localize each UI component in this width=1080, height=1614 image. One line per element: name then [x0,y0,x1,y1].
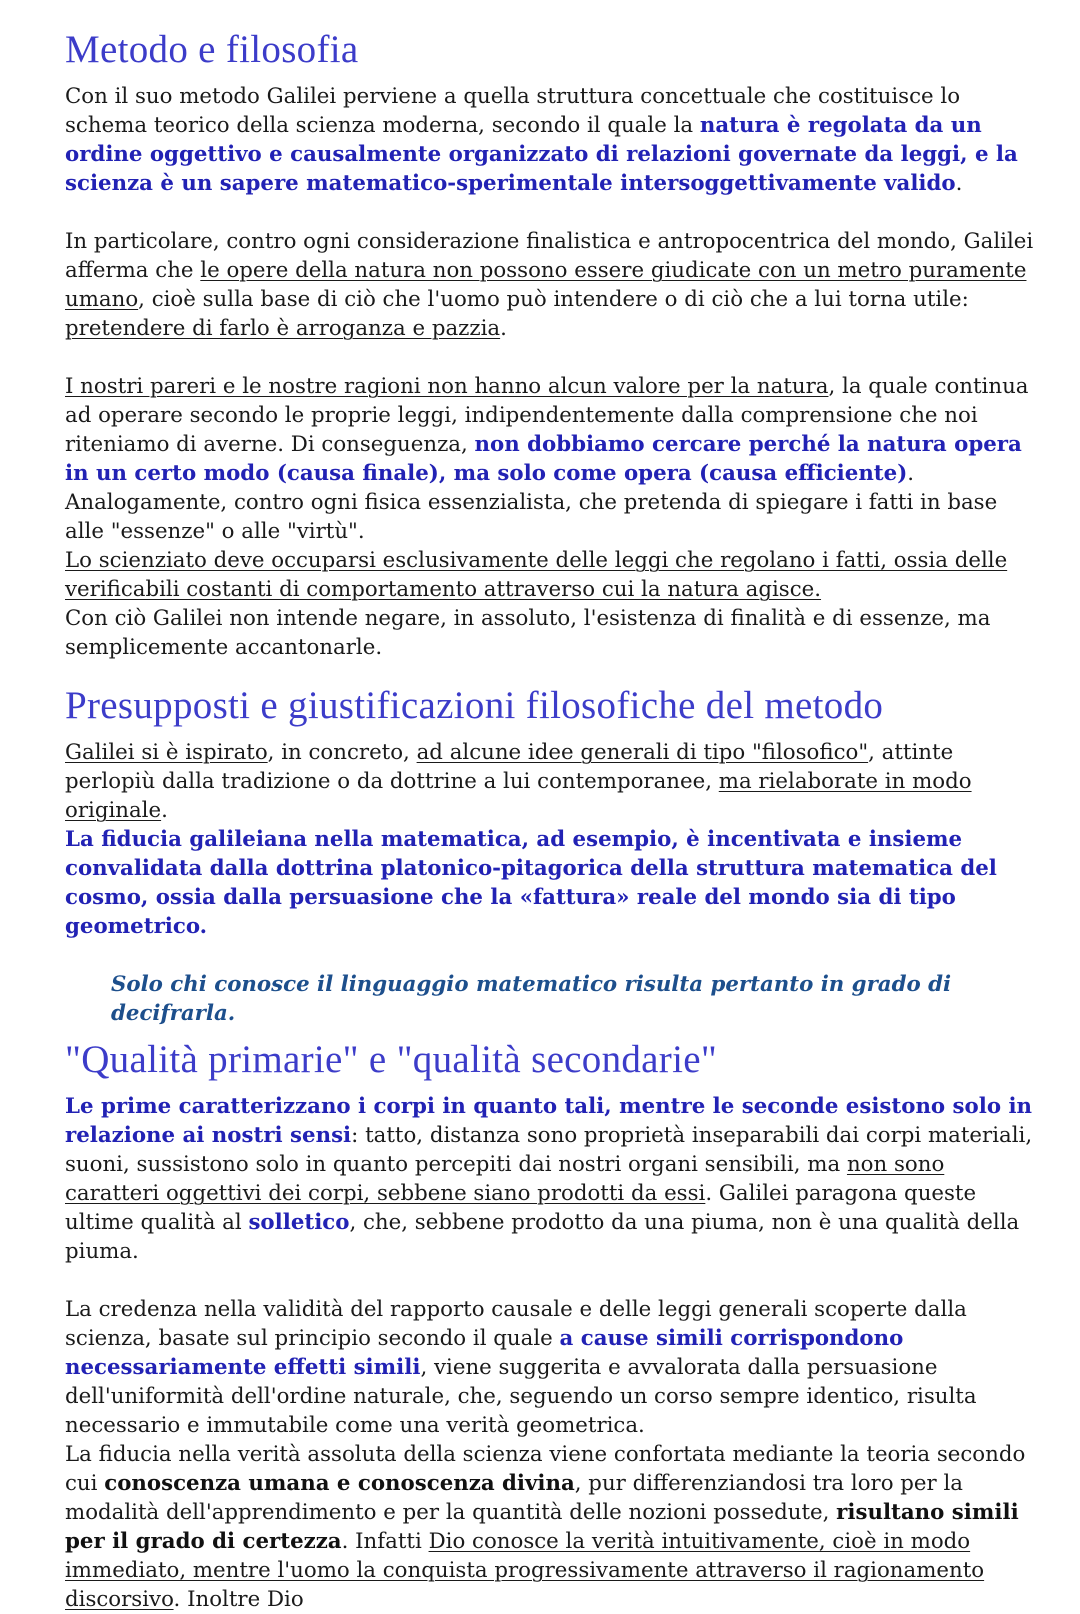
paragraph-idee-filosofiche [65,738,1036,941]
underlined-text: pretendere di farlo è arroganza e pazzia [65,316,501,341]
text: . [907,461,915,486]
highlight-text: natura è regolata da un ordine oggettivo e causalmente organizzato di relazioni governate da leggi, e la scienza è un sapere matematico-sperimentale intersoggettivamente valido [65,113,1018,196]
text: Con il suo metodo Galilei perviene a quella struttura concettuale che costituisce lo schema teorico della scienza moderna, secondo il quale la [65,84,961,138]
text: La fiducia nella verità assoluta della scienza viene confortata mediante la teoria secondo cui [65,1442,1026,1496]
highlight-text: solletico [248,1210,350,1235]
text: , in concreto, [267,740,417,765]
underlined-text: I nostri pareri e le nostre ragioni non hanno alcun valore per la natura [65,374,829,399]
underlined-text: ma rielaborate in modo originale [65,769,972,823]
section-title-metodo: Metodo e filosofia [65,28,359,71]
underlined-text: Dio conosce la verità intuitivamente, cioè in modo immediato, mentre l'uomo la conquista progressivamente attraverso il ragionamento discorsivo [65,1529,985,1612]
text: : tatto, distanza sono proprietà inseparabili dai corpi materiali, suoni, sussistono solo in quanto percepiti dai nostri organi sensibili, ma [65,1123,1033,1177]
underlined-text: Lo scienziato deve occuparsi esclusivamente delle leggi che regolano i fatti, ossia delle verificabili costanti di comportamento attraverso cui la natura agisce. [65,548,1008,602]
paragraph-rapporto-causale [65,1295,1036,1614]
text: . [161,798,168,823]
text: . Inoltre Dio [173,1587,304,1612]
text: . [500,316,507,341]
bold-text: risultano simili per il grado di certezza [65,1500,1019,1554]
text: , attinte perlopiù dalla tradizione o da dottrine a lui contemporanee, [65,740,954,794]
highlight-text: non dobbiamo cercare perché la natura opera in un certo modo (causa finale), ma solo come opera (causa efficiente) [65,432,1022,486]
text: , viene suggerita e avvalorata dalla persuasione dell'uniformità dell'ordine naturale, che, seguendo un corso sempre identico, risulta necessario e immutabile come una verità geometrica. [65,1355,977,1438]
bold-text: conoscenza umana e conoscenza divina [104,1471,575,1496]
paragraph-schema-teorico [65,82,1036,198]
underlined-text: non sono caratteri oggettivi dei corpi, sebbene siano prodotti da essi [65,1152,945,1206]
highlight-text: a cause simili corrispondono necessariamente effetti simili [65,1326,904,1380]
underlined-text: le opere della natura non possono essere giudicate con un metro puramente umano [65,258,1027,312]
underlined-text: ad alcune idee generali di tipo "filosofico" [416,740,869,765]
paragraph-antropocentrismo [65,227,1036,343]
text: . Galilei paragona queste ultime qualità al [65,1181,977,1235]
text: La credenza nella validità del rapporto causale e delle leggi generali scoperte dalla scienza, basate sul principio secondo il quale [65,1297,967,1351]
paragraph-causa-efficiente [65,372,1036,662]
text: , la quale continua ad operare secondo le proprie leggi, indipendentemente dalla comprensione che noi riteniamo di averne. Di conseguenza, [65,374,1029,457]
quote-linguaggio-matematico: Solo chi conosce il linguaggio matematico risulta pertanto in grado di decifrarla. [111,972,952,1026]
text: In particolare, contro ogni considerazione finalistica e antropocentrica del mondo, Galilei afferma che [65,229,1034,283]
text: , pur differenziandosi tra loro per la modalità dell'apprendimento e per la quantità delle nozioni possedute, [65,1471,963,1525]
highlight-text: Le prime caratterizzano i corpi in quanto tali, mentre le seconde esistono solo in relazione ai nostri sensi [65,1094,1033,1148]
section-title-qualita: "Qualità primarie" e "qualità secondarie" [65,1038,718,1081]
text: , che, sebbene prodotto da una piuma, non è una qualità della piuma. [65,1210,1020,1264]
text: Con ciò Galilei non intende negare, in assoluto, l'esistenza di finalità e di essenze, ma semplicemente accantonarle. [65,606,991,660]
paragraph-qualita [65,1092,1036,1266]
section-title-presupposti: Presupposti e giustificazioni filosofiche del metodo [65,684,884,727]
text: , cioè sulla base di ciò che l'uomo può intendere o di ciò che a lui torna utile: [138,287,969,312]
text: . [955,171,963,196]
highlight-text: La fiducia galileiana nella matematica, ad esempio, è incentivata e insieme convalidata dalla dottrina platonico-pitagorica della struttura matematica del cosmo, ossia dalla persuasione che la «fattura» reale del mondo sia di tipo geometrico. [65,827,997,939]
text: Analogamente, contro ogni fisica essenzialista, che pretenda di spiegare i fatti in base alle "essenze" o alle "virtù". [65,490,998,544]
underlined-text: Galilei si è ispirato [65,740,268,765]
text: . Infatti [341,1529,429,1554]
